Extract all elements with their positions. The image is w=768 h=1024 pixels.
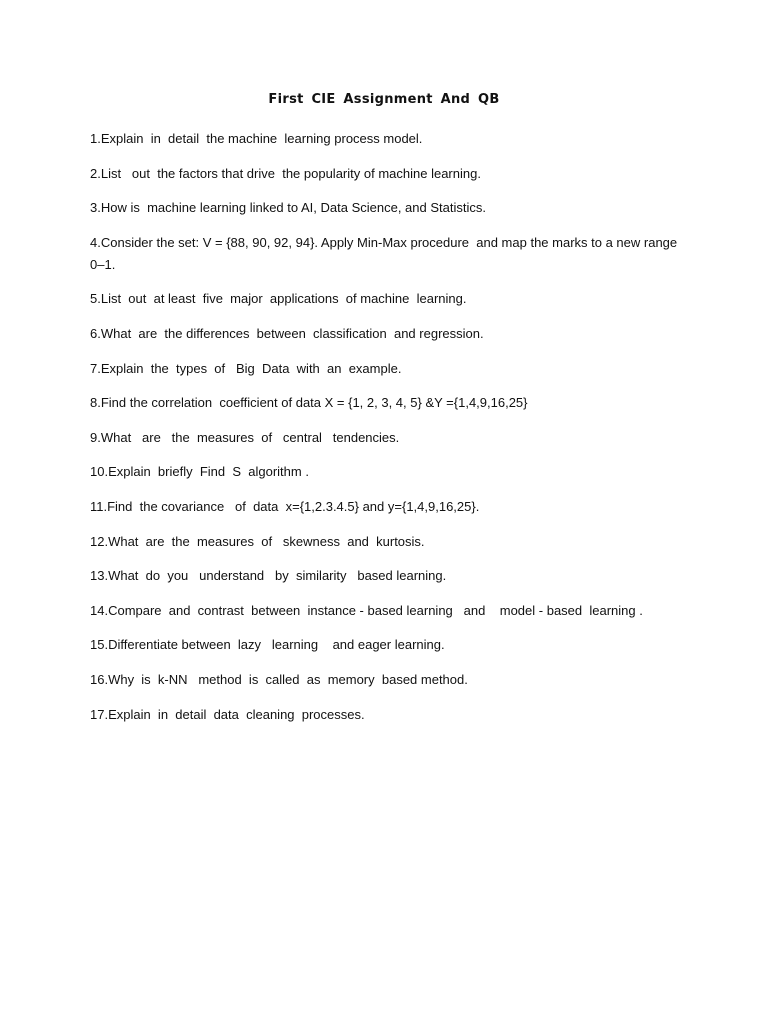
question-item: 13.What do you understand by similarity based learning. bbox=[90, 568, 447, 584]
question-item: 3.How is machine learning linked to AI, Data Science, and Statistics. bbox=[90, 200, 486, 216]
question-item: 1.Explain in detail the machine learning process model. bbox=[90, 131, 423, 146]
question-item: 11.Find the covariance of data x={1,2.3.4.5} and y={1,4,9,16,25}. bbox=[90, 498, 480, 514]
question-item: 14.Compare and contrast between instance - based learning and model - based learning . bbox=[90, 602, 643, 618]
question-item: 7.Explain the types of Big Data with an example. bbox=[90, 360, 402, 376]
question-item: 17.Explain in detail data cleaning processes. bbox=[90, 706, 365, 722]
question-list bbox=[90, 128, 690, 738]
question-item: 4.Consider the set: V = {88, 90, 92, 94}. Apply Min-Max procedure and map the marks to a new range 0–1. bbox=[90, 234, 681, 272]
question-item: 6.What are the differences between classification and regression. bbox=[90, 325, 484, 341]
question-item: 10.Explain briefly Find S algorithm . bbox=[90, 464, 309, 480]
question-item: 2.List out the factors that drive the popularity of machine learning. bbox=[90, 165, 481, 181]
question-item: 8.Find the correlation coefficient of data X = {1, 2, 3, 4, 5} &Y ={1,4,9,16,25} bbox=[90, 395, 528, 411]
question-item: 9.What are the measures of central tendencies. bbox=[90, 429, 400, 445]
document-title: First CIE Assignment And QB bbox=[268, 92, 500, 107]
question-item: 12.What are the measures of skewness and kurtosis. bbox=[90, 533, 425, 549]
question-item: 15.Differentiate between lazy learning and eager learning. bbox=[90, 637, 445, 653]
question-item: 5.List out at least five major applications of machine learning. bbox=[90, 291, 467, 307]
question-item: 16.Why is k-NN method is called as memory based method. bbox=[90, 671, 468, 687]
